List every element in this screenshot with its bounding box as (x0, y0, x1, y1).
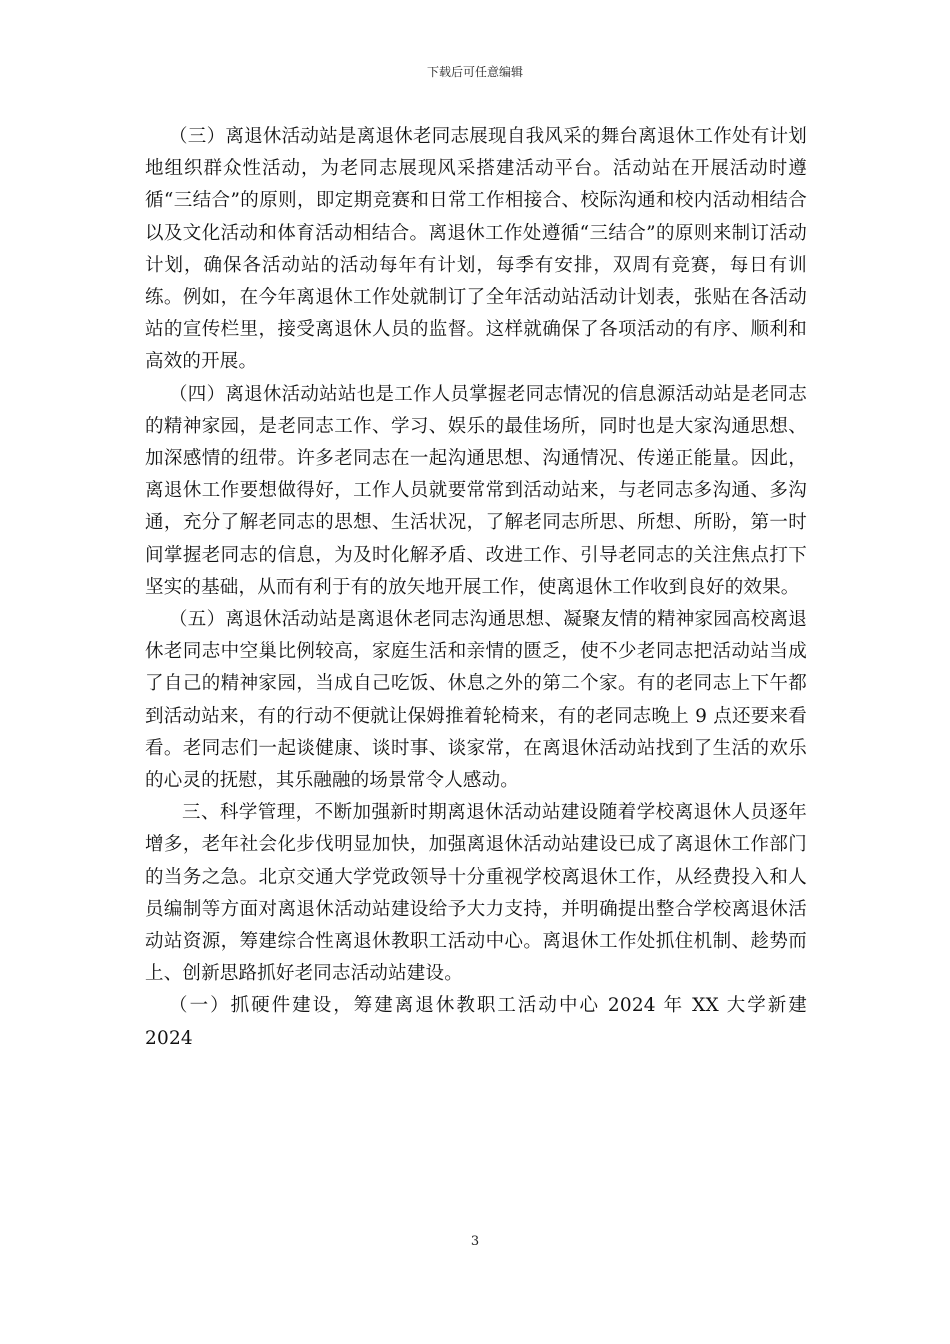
paragraph-information-source: （四）离退休活动站站也是工作人员掌握老同志情况的信息源活动站是老同志的精神家园，是老同志工作、学习、娱乐的最佳场所，同时也是大家沟通思想、加深感情的纽带。许多老同志在一起沟通思想、沟通情况、传递正能量。因此，离退休工作要想做得好，工作人员就要常常到活动站来，与老同志多沟通、多沟通，充分了解老同志的思想、生活状况，了解老同志所思、所想、所盼，第一时间掌握老同志的信息，为及时化解矛盾、改进工作、引导老同志的关注焦点打下坚实的基础，从而有利于有的放矢地开展工作，使离退休工作收到良好的效果。 (145, 383, 807, 598)
page-number: 3 (470, 1234, 480, 1249)
document-body (145, 121, 807, 1055)
paragraph-activity-stage: （三）离退休活动站是离退休老同志展现自我风采的舞台离退休工作处有计划地组织群众性活动，为老同志展现风采搭建活动平台。活动站在开展活动时遵循“三结合”的原则，即定期竞赛和日常工作相接合、校际沟通和校内活动相结合以及文化活动和体育活动相结合。离退休工作处遵循“三结合”的原则来制订活动计划，确保各活动站的活动每年有计划，每季有安排，双周有竞赛，每日有训练。例如，在今年离退休工作处就制订了全年活动站活动计划表，张贴在各活动站的宣传栏里，接受离退休人员的监督。这样就确保了各项活动的有序、顺利和高效的开展。 (145, 126, 807, 373)
paragraph-hardware-construction: （一）抓硬件建设，筹建离退休教职工活动中心 2024 年 XX 大学新建 2024 (145, 995, 807, 1049)
page-header: 下载后可任意编辑 (426, 65, 523, 79)
paragraph-spiritual-home: （五）离退休活动站是离退休老同志沟通思想、凝聚友情的精神家园高校离退休老同志中空巢比例较高，家庭生活和亲情的匮乏，使不少老同志把活动站当成了自己的精神家园，当成自己吃饭、休息之外的第二个家。有的老同志上下午都到活动站来，有的行动不便就让保姆推着轮椅来，有的老同志晚上 9 点还要来看看。老同志们一起谈健康、谈时事、谈家常，在离退休活动站找到了生活的欢乐的心灵的抚慰，其乐融融的场景常令人感动。 (145, 609, 807, 792)
paragraph-scientific-management: 三、科学管理，不断加强新时期离退休活动站建设随着学校离退休人员逐年增多，老年社会化步伐明显加快，加强离退休活动站建设已成了离退休工作部门的当务之急。北京交通大学党政领导十分重视学校离退休工作，从经费投入和人员编制等方面对离退休活动站建设给予大力支持，并明确提出整合学校离退休活动站资源，筹建综合性离退休教职工活动中心。离退休工作处抓住机制、趁势而上、创新思路抓好老同志活动站建设。 (145, 802, 807, 985)
